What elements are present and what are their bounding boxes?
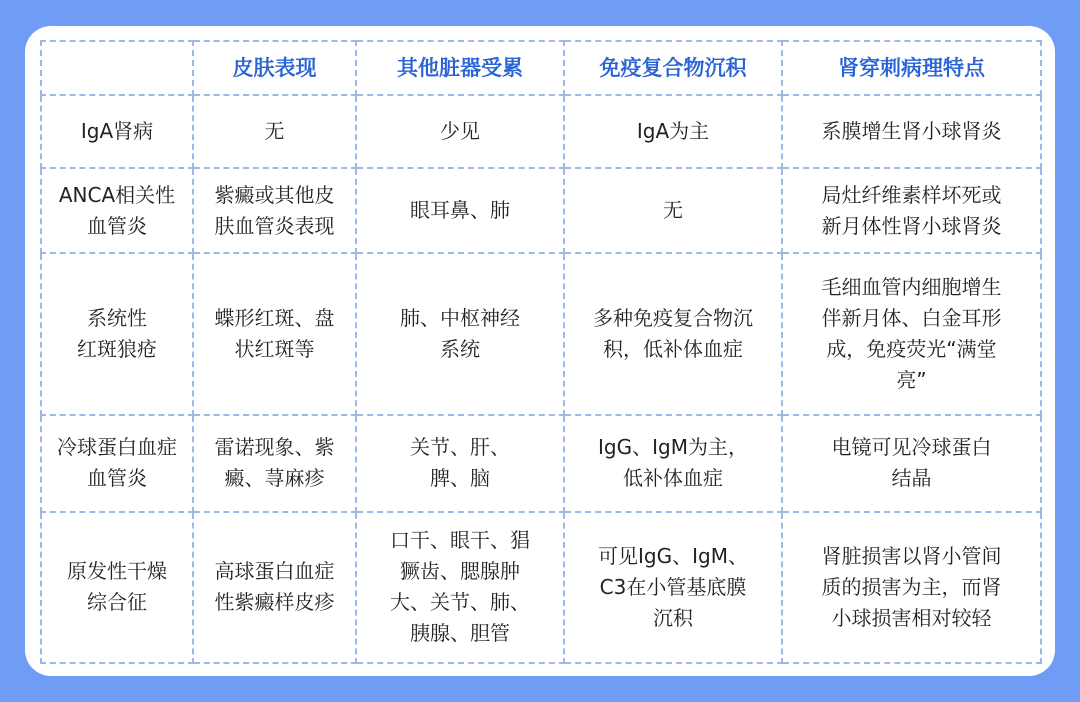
row-label: 原发性干燥 综合征 xyxy=(41,512,193,663)
table-row xyxy=(41,95,1041,168)
cell-immune-deposits: 无 xyxy=(564,168,782,254)
cell-biopsy-pathology: 毛细血管内细胞增生 伴新月体、白金耳形 成，免疫荧光“满堂 亮” xyxy=(782,253,1041,414)
cell-immune-deposits: 可见IgG、IgM、 C3在小管基底膜 沉积 xyxy=(564,512,782,663)
header-corner xyxy=(41,41,193,95)
row-label: 系统性 红斑狼疮 xyxy=(41,253,193,414)
table-row xyxy=(41,512,1041,663)
row-label: 冷球蛋白血症 血管炎 xyxy=(41,415,193,512)
comparison-table xyxy=(40,40,1042,664)
cell-immune-deposits: IgG、IgM为主， 低补体血症 xyxy=(564,415,782,512)
cell-immune-deposits: IgA为主 xyxy=(564,95,782,168)
cell-immune-deposits: 多种免疫复合物沉 积，低补体血症 xyxy=(564,253,782,414)
header-row xyxy=(41,41,1041,95)
cell-other-organs: 关节、肝、 脾、脑 xyxy=(356,415,564,512)
cell-skin: 无 xyxy=(193,95,356,168)
header-skin: 皮肤表现 xyxy=(193,41,356,95)
cell-other-organs: 少见 xyxy=(356,95,564,168)
table-row xyxy=(41,168,1041,254)
cell-other-organs: 肺、中枢神经 系统 xyxy=(356,253,564,414)
header-biopsy-pathology: 肾穿刺病理特点 xyxy=(782,41,1041,95)
table-row xyxy=(41,415,1041,512)
cell-biopsy-pathology: 电镜可见冷球蛋白 结晶 xyxy=(782,415,1041,512)
table-row xyxy=(41,253,1041,414)
row-label: ANCA相关性 血管炎 xyxy=(41,168,193,254)
header-other-organs: 其他脏器受累 xyxy=(356,41,564,95)
cell-skin: 高球蛋白血症 性紫癜样皮疹 xyxy=(193,512,356,663)
cell-biopsy-pathology: 肾脏损害以肾小管间 质的损害为主，而肾 小球损害相对较轻 xyxy=(782,512,1041,663)
cell-skin: 紫癜或其他皮 肤血管炎表现 xyxy=(193,168,356,254)
cell-biopsy-pathology: 局灶纤维素样坏死或 新月体性肾小球肾炎 xyxy=(782,168,1041,254)
cell-other-organs: 眼耳鼻、肺 xyxy=(356,168,564,254)
header-immune-deposits: 免疫复合物沉积 xyxy=(564,41,782,95)
cell-other-organs: 口干、眼干、猖 獗齿、腮腺肿 大、关节、肺、 胰腺、胆管 xyxy=(356,512,564,663)
cell-biopsy-pathology: 系膜增生肾小球肾炎 xyxy=(782,95,1041,168)
row-label: IgA肾病 xyxy=(41,95,193,168)
cell-skin: 雷诺现象、紫 癜、荨麻疹 xyxy=(193,415,356,512)
table-card xyxy=(25,26,1055,676)
cell-skin: 蝶形红斑、盘 状红斑等 xyxy=(193,253,356,414)
